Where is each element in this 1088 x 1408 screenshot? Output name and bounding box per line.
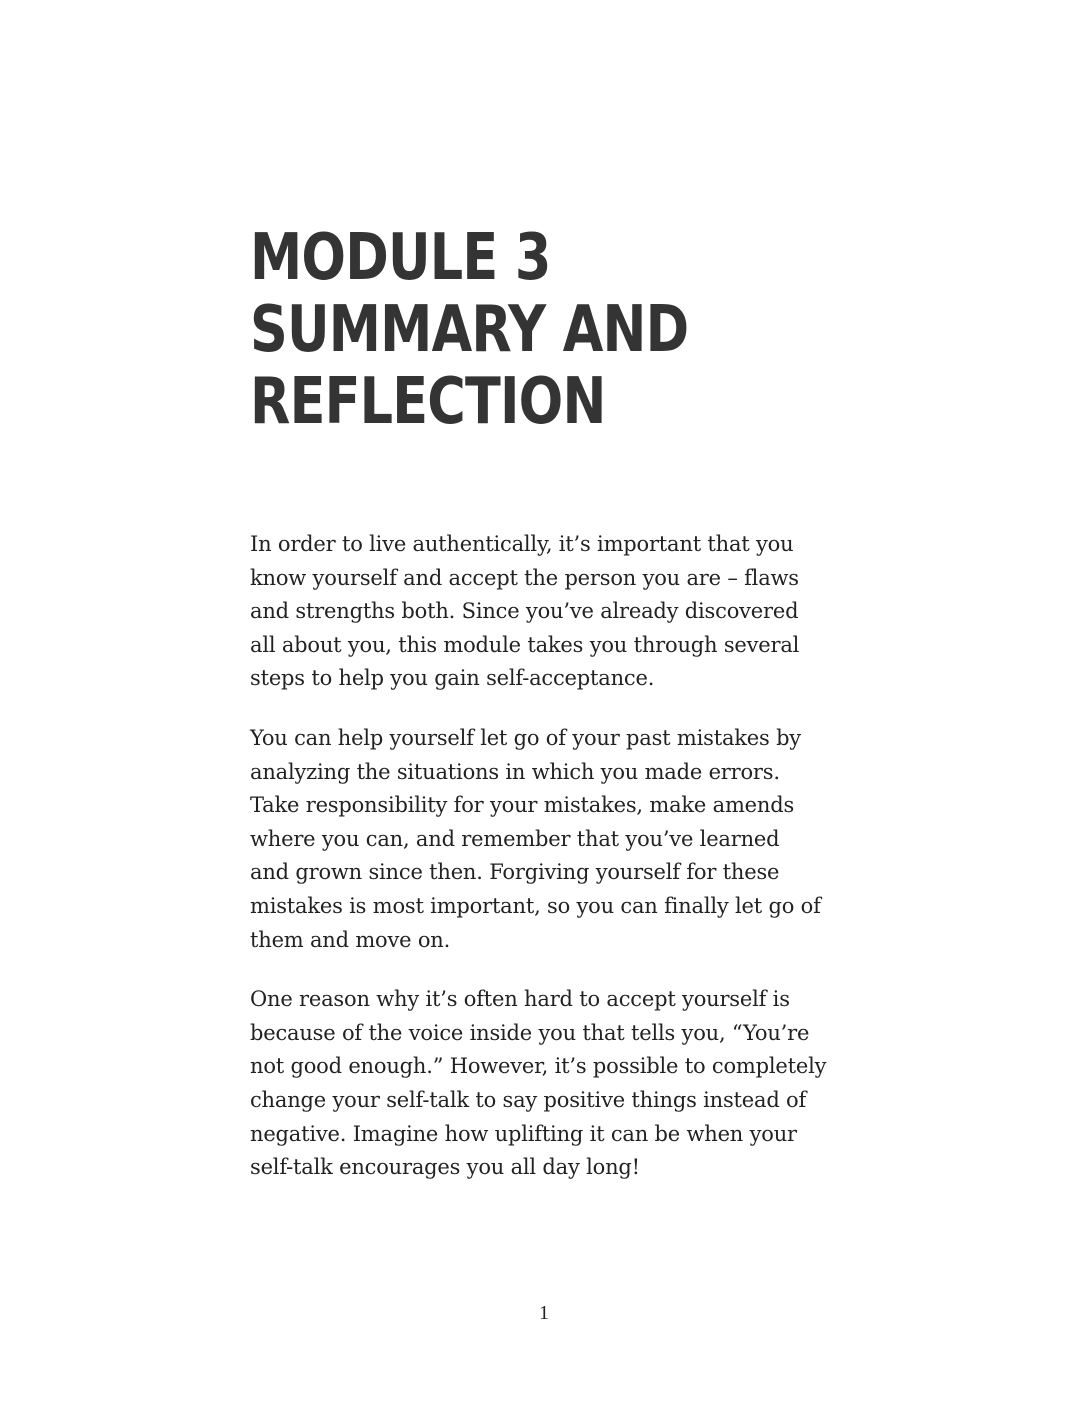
text-line: self-talk encourages you all day long!: [250, 1155, 640, 1180]
paragraph-intro: [250, 528, 850, 696]
text-line: analyzing the situations in which you made errors.: [250, 759, 780, 784]
text-line: You can help yourself let go of your past mistakes by: [250, 725, 801, 750]
paragraph-mistakes: [250, 722, 850, 957]
title-line: REFLECTION: [250, 365, 606, 439]
text-line: steps to help you gain self-acceptance.: [250, 666, 655, 691]
page-title: [250, 222, 758, 438]
text-line: because of the voice inside you that tells you, “You’re: [250, 1020, 810, 1045]
paragraph-self-talk: [250, 983, 850, 1185]
text-line: negative. Imagine how uplifting it can be when your: [250, 1121, 797, 1146]
text-line: them and move on.: [250, 927, 451, 952]
text-line: where you can, and remember that you’ve learned: [250, 826, 780, 851]
text-line: One reason why it’s often hard to accept yourself is: [250, 987, 790, 1012]
text-line: change your self-talk to say positive things instead of: [250, 1087, 807, 1112]
body-text: [250, 528, 850, 1211]
text-line: and strengths both. Since you’ve already discovered: [250, 599, 799, 624]
text-line: and grown since then. Forgiving yourself for these: [250, 860, 780, 885]
title-line: MODULE 3: [250, 221, 551, 295]
text-line: mistakes is most important, so you can finally let go of: [250, 893, 821, 918]
text-line: In order to live authentically, it’s important that you: [250, 532, 794, 556]
page-number: 1: [539, 1302, 549, 1324]
text-line: not good enough.” However, it’s possible to completely: [250, 1054, 827, 1079]
title-line: SUMMARY AND: [250, 293, 689, 367]
text-line: Take responsibility for your mistakes, make amends: [250, 793, 795, 818]
text-line: know yourself and accept the person you are – flaws: [250, 565, 799, 590]
text-line: all about you, this module takes you through several: [250, 632, 800, 657]
